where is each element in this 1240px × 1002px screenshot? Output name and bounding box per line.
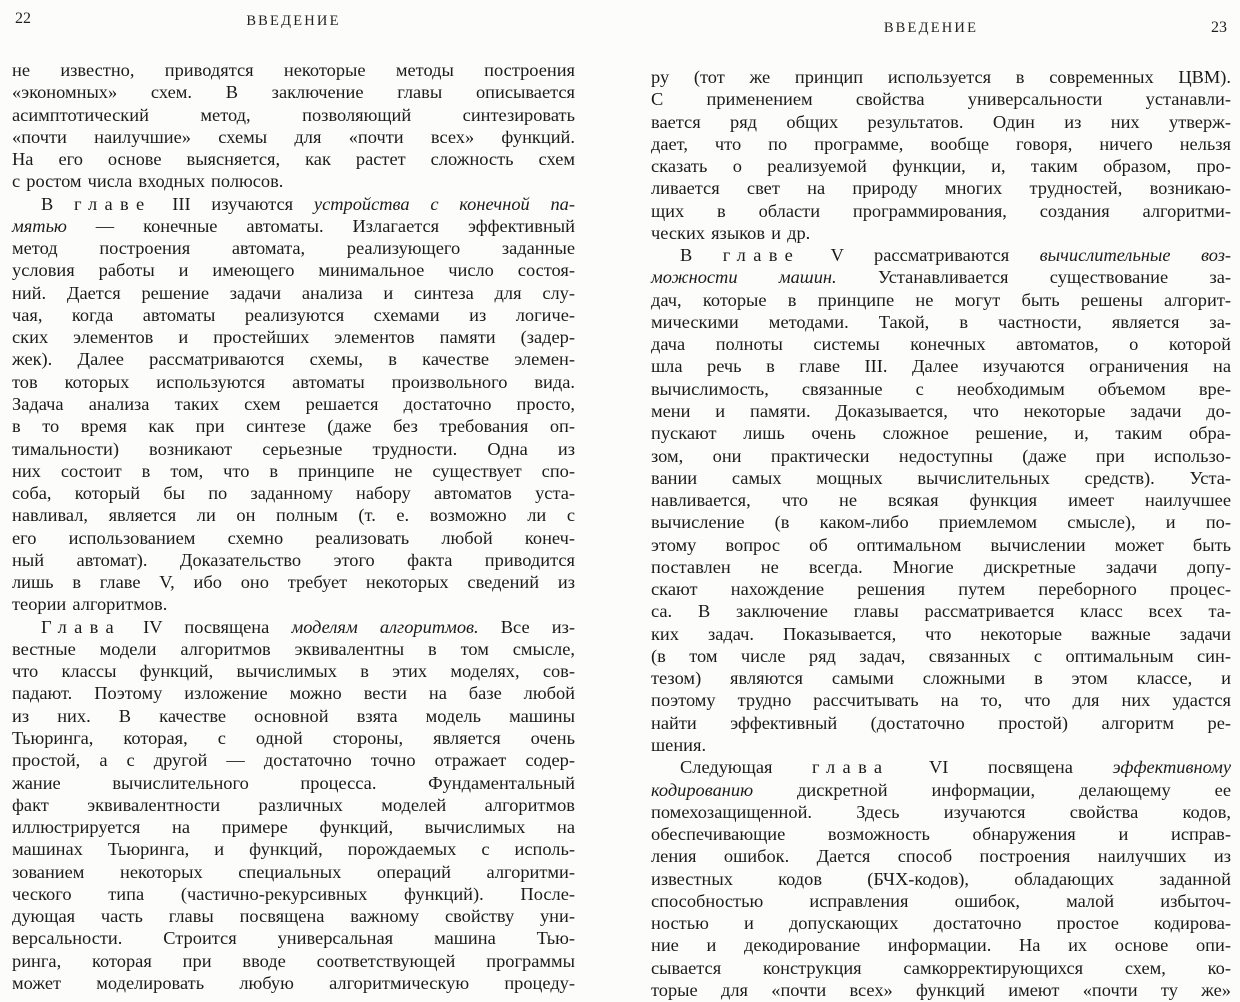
text-segment: может моделировать любую алгоритмическую процеду-	[12, 972, 575, 993]
text-segment: ние и декодирование информации. На их основе опи-	[651, 935, 1231, 956]
text-line	[651, 289, 1231, 311]
text-segment: сказать о реализуемой функции, и, таким образом, про-	[651, 156, 1231, 177]
text-segment: скают нахождение решения путем переборного процес-	[651, 579, 1231, 600]
text-segment: «экономных» схем. В заключение главы описывается	[12, 82, 575, 103]
text-segment: ливается свет на природу многих трудностей, возникаю-	[651, 178, 1231, 199]
text-segment: помехозащищенной. Здесь изучаются свойства кодов,	[651, 801, 1231, 822]
text-line	[12, 348, 575, 370]
text-line	[651, 645, 1231, 667]
text-segment: дач, которые в принципе не могут быть решены алгорит-	[651, 289, 1231, 310]
text-line	[12, 59, 575, 81]
text-segment: ностью и допускающих достаточно простое кодирова-	[651, 913, 1231, 934]
text-segment: (в том числе ряд задач, связанных с оптимальным син-	[651, 645, 1231, 666]
text-line	[651, 623, 1231, 645]
text-segment: Устанавливается существование за-	[836, 267, 1231, 288]
text-segment: — конечные автоматы. Излагается эффективный	[66, 215, 575, 236]
text-segment: с ростом числа входных полюсов.	[12, 171, 284, 192]
text-line	[12, 148, 575, 170]
text-line	[651, 934, 1231, 956]
text-segment: из них. В качестве основной взята модель машины	[12, 705, 575, 726]
text-segment: ринга, которая при вводе соответствующей программы	[12, 950, 575, 971]
text-segment: жание вычислительного процесса. Фундаментальный	[12, 772, 575, 793]
text-segment: метод построения автомата, реализующего заданные	[12, 238, 575, 259]
text-segment: Задача анализа таких схем решается достаточно просто,	[12, 393, 575, 414]
text-line	[651, 600, 1231, 622]
text-segment: главе	[722, 245, 801, 266]
text-line	[12, 593, 575, 615]
text-segment: вестные модели алгоритмов эквивалентны в том смысле,	[12, 638, 575, 659]
text-line	[651, 133, 1231, 155]
text-segment: жек). Далее рассматриваются схемы, в качестве элемен-	[12, 349, 575, 370]
text-segment: поставлен не всегда. Многие дискретные задачи допу-	[651, 556, 1231, 577]
text-segment: Все из-	[478, 616, 575, 637]
text-segment: моделям алгоритмов.	[291, 616, 479, 637]
text-line	[651, 422, 1231, 444]
text-line	[651, 400, 1231, 422]
text-segment: версальности. Строится универсальная машина Тью-	[12, 928, 575, 949]
text-segment: Глава	[41, 616, 121, 637]
text-segment: В	[680, 245, 723, 266]
text-line	[651, 244, 1231, 266]
text-line	[651, 712, 1231, 734]
text-line	[651, 957, 1231, 979]
text-segment: тов которых используются автоматы произвольного вида.	[12, 371, 575, 392]
text-line	[651, 801, 1231, 823]
text-line	[651, 266, 1231, 288]
text-segment: способностью исправления ошибок, малой избыточ-	[651, 890, 1231, 911]
text-segment: зом, они практически недоступны (даже при использо-	[651, 445, 1231, 466]
text-line	[651, 489, 1231, 511]
text-line	[651, 378, 1231, 400]
text-line	[651, 578, 1231, 600]
text-segment: С применением свойства универсальности устанавли-	[651, 89, 1231, 110]
text-line	[12, 326, 575, 348]
text-segment: V рассматриваются	[800, 245, 1040, 266]
text-segment: мятью	[12, 215, 67, 236]
text-segment: тезом) являются самыми сложными в этом классе, и	[651, 668, 1231, 689]
text-segment: его использованием схемно реализовать любой конеч-	[12, 527, 575, 548]
text-line	[12, 126, 575, 148]
text-segment: В	[41, 193, 75, 214]
text-line	[12, 749, 575, 771]
text-segment: вычислимость, связанные с необходимым объемом вре-	[651, 378, 1231, 399]
text-line	[12, 527, 575, 549]
text-segment: са. В заключение главы рассматривается класс всех та-	[651, 601, 1231, 622]
running-title-right: ВВЕДЕНИЕ	[883, 20, 979, 36]
text-line	[12, 772, 575, 794]
text-segment: простой, а с другой — достаточно точно отражает содер-	[12, 750, 575, 771]
text-line	[651, 511, 1231, 533]
text-line	[12, 794, 575, 816]
text-segment: IV посвящена	[121, 616, 292, 637]
page-left-text	[12, 59, 575, 994]
text-segment: мени и памяти. Доказывается, что некоторые задачи до-	[651, 400, 1231, 421]
text-line	[651, 177, 1231, 199]
text-segment: глава	[812, 757, 890, 778]
text-line	[12, 81, 575, 103]
text-segment: них состоит в том, что в принципе не существует спо-	[12, 460, 575, 481]
text-segment: ру (тот же принцип используется в современных ЦВМ).	[651, 67, 1231, 87]
text-line	[651, 88, 1231, 110]
text-line	[12, 193, 575, 215]
text-segment: падают. Поэтому изложение можно вести на базе любой	[12, 683, 575, 704]
text-line	[651, 734, 1231, 756]
text-line	[12, 816, 575, 838]
text-line	[12, 927, 575, 949]
text-segment: поэтому трудно рассчитывать на то, что для них удастся	[651, 690, 1231, 711]
text-line	[12, 660, 575, 682]
text-line	[12, 415, 575, 437]
text-line	[651, 467, 1231, 489]
text-segment: можности машин.	[651, 267, 837, 288]
text-line	[12, 371, 575, 393]
text-segment: асимптотический метод, позволяющий синтезировать	[12, 104, 575, 125]
text-line	[651, 912, 1231, 934]
text-line	[12, 304, 575, 326]
text-line	[12, 861, 575, 883]
text-line	[12, 638, 575, 660]
text-line	[12, 393, 575, 415]
text-segment: На его основе выясняется, как растет сложность схем	[12, 149, 575, 170]
text-line	[651, 868, 1231, 890]
text-segment: дующая часть главы посвящена важному свойству уни-	[12, 906, 575, 927]
text-segment: обеспечивающие возможность обнаружения и исправ-	[651, 824, 1231, 845]
text-segment: не известно, приводятся некоторые методы построения	[12, 60, 575, 80]
text-segment: чая, когда автоматы реализуются схемами из логиче-	[12, 304, 575, 325]
text-line	[12, 972, 575, 994]
text-segment: пускают лишь очень сложное решение, и, таким обра-	[651, 423, 1231, 444]
text-line	[12, 282, 575, 304]
text-line	[12, 682, 575, 704]
running-head-right	[620, 0, 1240, 40]
running-title-left: ВВЕДЕНИЕ	[246, 13, 341, 29]
text-segment: ческих языков и др.	[651, 222, 811, 243]
text-line	[12, 549, 575, 571]
text-segment: условия работы и имеющего минимальное число состоя-	[12, 260, 575, 281]
text-line	[651, 979, 1231, 1001]
text-line	[651, 756, 1231, 778]
text-line	[651, 556, 1231, 578]
text-line	[12, 104, 575, 126]
text-line	[651, 355, 1231, 377]
text-line	[651, 200, 1231, 222]
text-line	[12, 237, 575, 259]
text-line	[651, 66, 1231, 88]
text-segment: шла речь в главе III. Далее изучаются ограничения на	[651, 356, 1231, 377]
page-number-left: 22	[15, 10, 31, 27]
text-segment: ческого типа (частично-рекурсивных функций). После-	[12, 883, 575, 904]
text-segment: главе	[74, 193, 152, 214]
text-line	[12, 838, 575, 860]
running-head-left	[0, 0, 620, 40]
text-segment: устройства с конечной па-	[313, 193, 575, 214]
text-line	[651, 667, 1231, 689]
text-line	[12, 571, 575, 593]
text-segment: навливал, является ли он полным (т. е. возможно ли с	[12, 505, 575, 526]
text-segment: дискретной информации, делающему ее	[753, 779, 1231, 800]
text-segment: дача полноты системы конечных автоматов, о которой	[651, 334, 1231, 355]
text-segment: ления ошибок. Дается способ построения наилучших из	[651, 846, 1231, 867]
text-line	[651, 845, 1231, 867]
text-segment: известных кодов (БЧХ-кодов), обладающих заданной	[651, 868, 1231, 889]
text-segment: что классы функций, вычислимых в этих моделях, сов-	[12, 661, 575, 682]
text-segment: торые для «почти всех» функций имеют «почти ту же»	[651, 979, 1231, 1000]
text-segment: факт эквивалентности различных моделей алгоритмов	[12, 794, 575, 815]
text-segment: тимальности) возникают серьезные трудности. Одна из	[12, 438, 575, 459]
page-number-right: 23	[1211, 19, 1227, 36]
text-segment: ный автомат). Доказательство этого факта приводится	[12, 549, 575, 570]
text-line	[651, 333, 1231, 355]
text-segment: иллюстрируется на примере функций, вычислимых на	[12, 817, 575, 838]
text-segment: мическими методами. Такой, в частности, является за-	[651, 311, 1231, 332]
text-segment: ских элементов и простейших элементов памяти (задер-	[12, 327, 575, 348]
text-segment: сывается конструкция самкорректирующихся схем, ко-	[651, 957, 1231, 978]
text-segment: лишь в главе V, ибо оно требует некоторых сведений из	[12, 572, 575, 593]
text-segment: вычисление (в каком-либо приемлемом смысле), и по-	[651, 512, 1231, 533]
text-segment: кодированию	[651, 779, 754, 800]
text-line	[12, 259, 575, 281]
text-line	[12, 727, 575, 749]
text-segment: соба, который бы по заданному набору автоматов уста-	[12, 483, 575, 504]
text-segment: Тьюринга, которая, с одной стороны, является очень	[12, 727, 575, 748]
text-segment: щих в области программирования, создания алгоритми-	[651, 200, 1231, 221]
text-line	[651, 689, 1231, 711]
text-segment: вычислительные воз-	[1039, 245, 1231, 266]
text-line	[12, 504, 575, 526]
text-line	[12, 438, 575, 460]
text-line	[12, 705, 575, 727]
text-line	[12, 482, 575, 504]
text-line	[651, 222, 1231, 244]
text-line	[12, 905, 575, 927]
text-line	[12, 883, 575, 905]
text-segment: навливается, что не всякая функция имеет наилучшее	[651, 490, 1231, 511]
text-line	[12, 616, 575, 638]
text-segment: «почти наилучшие» схемы для «почти всех» функций.	[12, 126, 575, 147]
text-segment: ких задач. Показывается, что некоторые важные задачи	[651, 623, 1231, 644]
text-line	[651, 890, 1231, 912]
text-segment: III изучаются	[151, 193, 314, 214]
text-line	[651, 445, 1231, 467]
text-segment: VI посвящена	[889, 757, 1113, 778]
text-segment: вании самых мощных вычислительных средств). Уста-	[651, 467, 1231, 488]
text-line	[651, 823, 1231, 845]
page-right	[620, 0, 1240, 1002]
text-line	[651, 779, 1231, 801]
text-line	[12, 215, 575, 237]
text-segment: дает, что по программе, вообще говоря, ничего нельзя	[651, 133, 1231, 154]
text-segment: вается ряд общих результатов. Один из них утверж-	[651, 111, 1231, 132]
text-segment: эффективному	[1112, 757, 1231, 778]
text-line	[12, 950, 575, 972]
text-segment: этому вопрос об оптимальном вычислении может быть	[651, 534, 1231, 555]
text-line	[12, 460, 575, 482]
text-line	[651, 311, 1231, 333]
text-segment: Следующая	[680, 757, 813, 778]
text-segment: найти эффективный (достаточно простой) алгоритм ре-	[651, 712, 1231, 733]
text-line	[651, 534, 1231, 556]
text-segment: машинах Тьюринга, и функций, порождаемых с исполь-	[12, 839, 575, 860]
text-segment: теории алгоритмов.	[12, 594, 168, 615]
text-segment: зованием некоторых специальных операций алгоритми-	[12, 861, 575, 882]
page-right-text	[651, 66, 1231, 1001]
text-segment: шения.	[651, 734, 707, 755]
text-line	[651, 111, 1231, 133]
text-line	[12, 170, 575, 192]
text-line	[651, 155, 1231, 177]
text-segment: ний. Дается решение задачи анализа и синтеза для слу-	[12, 282, 575, 303]
text-segment: в то время как при синтезе (даже без требования оп-	[12, 416, 575, 437]
